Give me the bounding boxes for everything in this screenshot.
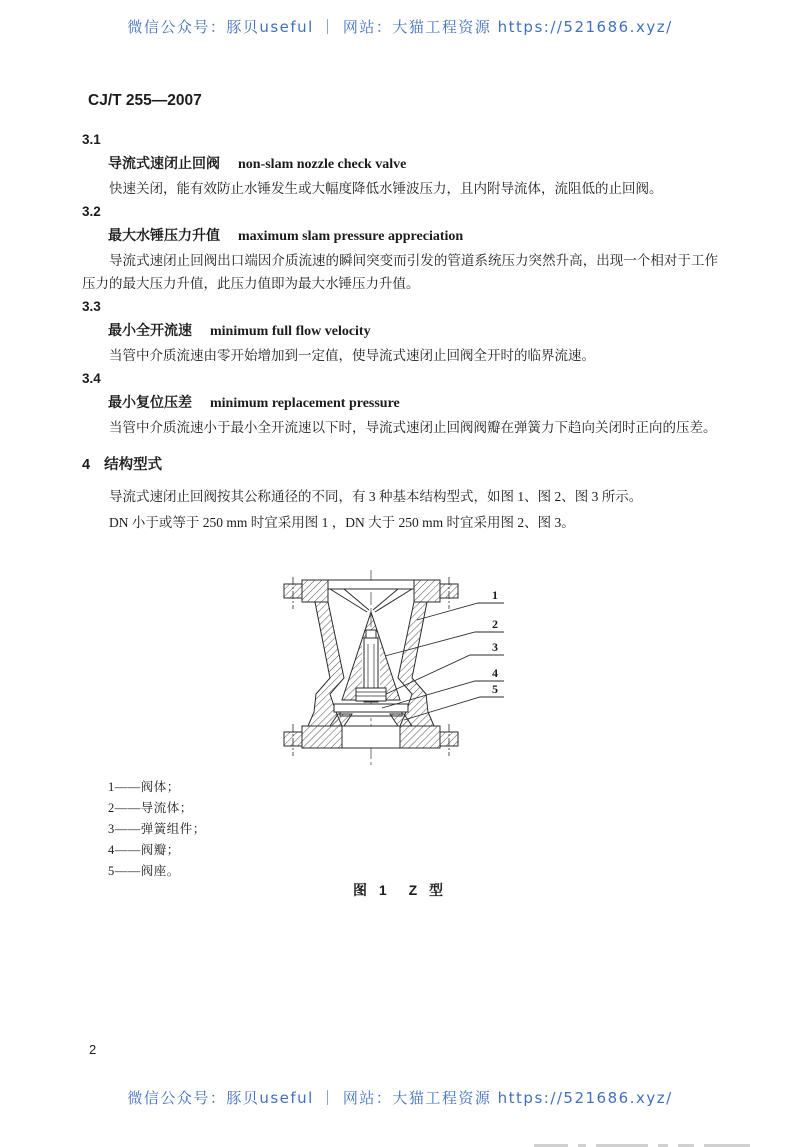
term-en: maximum slam pressure appreciation [238, 229, 464, 244]
clause-4-heading [82, 453, 718, 477]
legend-item-4: 4——阀瓣； [108, 843, 180, 857]
definition-3-4: 当管中介质流速小于最小全开流速以下时，导流式速闭止回阀阀瓣在弹簧力下趋向关闭时正向的压差。 [109, 420, 717, 435]
callout-5: 5 [492, 682, 498, 696]
footer-watermark: 微信公众号：豚贝useful ｜ 网站：大猫工程资源 https://521686.xyz/ [127, 1089, 673, 1107]
page-number: 2 [89, 1042, 97, 1057]
valve-disc [334, 704, 408, 712]
callout-3: 3 [492, 640, 498, 654]
standard-code: CJ/T 255—2007 [88, 92, 202, 109]
top-cover [328, 580, 414, 589]
term-en: minimum full flow velocity [210, 324, 371, 339]
figure-1-valve-drawing [270, 568, 510, 768]
clause-number-3-4: 3.4 [82, 371, 101, 386]
callout-2: 2 [492, 617, 498, 631]
clause-number-3-1: 3.1 [82, 132, 101, 147]
term-3-2 [82, 223, 718, 249]
term-zh: 最大水锤压力升值 [108, 227, 220, 243]
term-en: minimum replacement pressure [210, 396, 400, 411]
terms-section [82, 128, 718, 536]
callout-4: 4 [492, 666, 498, 680]
term-3-4 [82, 390, 718, 416]
term-3-3 [82, 318, 718, 344]
clause-number-3-2: 3.2 [82, 204, 101, 219]
figure-caption: 图 1 Z 型 [352, 882, 448, 898]
valve-body-flange-bottom-left [302, 726, 342, 748]
callout-1: 1 [492, 588, 498, 602]
definition-3-1: 快速关闭，能有效防止水锤发生或大幅度降低水锤波压力，且内附导流体，流阻低的止回阀。 [109, 181, 663, 196]
legend-item-1: 1——阀体； [108, 780, 180, 794]
term-zh: 最小全开流速 [108, 322, 192, 338]
legend-item-3: 3——弹簧组件； [108, 822, 206, 836]
valve-cross-section-svg [270, 568, 510, 768]
page-edge-artifact [524, 1129, 794, 1135]
clause-4-number: 4 [82, 457, 91, 473]
clause-4-paragraph-1: 导流式速闭止回阀按其公称通径的不同，有 3 种基本结构型式，如图 1、图 2、图 3 所示。 [109, 489, 643, 504]
valve-body-flange-top-left [302, 580, 328, 602]
term-zh: 导流式速闭止回阀 [108, 155, 220, 171]
clause-4-title: 结构型式 [104, 457, 163, 473]
clause-4-paragraph-2: DN 小于或等于 250 mm 时宜采用图 1 ，DN 大于 250 mm 时宜采用图 2、图 3。 [109, 515, 575, 530]
legend-item-2: 2——导流体； [108, 801, 193, 815]
header-watermark: 微信公众号：豚贝useful ｜ 网站：大猫工程资源 https://521686.xyz/ [127, 18, 673, 36]
term-zh: 最小复位压差 [108, 394, 192, 410]
valve-body-flange-bottom-right [400, 726, 440, 748]
outlet-bore [342, 726, 400, 748]
legend-item-5: 5——阀座。 [108, 864, 180, 878]
definition-3-3: 当管中介质流速由零开始增加到一定值，使导流式速闭止回阀全开时的临界流速。 [109, 348, 595, 363]
definition-3-2: 导流式速闭止回阀出口端因介质流速的瞬间突变而引发的管道系统压力突然升高，出现一个相对于工作压力的最大压力升值，此压力值即为最大水锤压力升值。 [82, 253, 718, 291]
figure-legend [108, 777, 206, 882]
clause-number-3-3: 3.3 [82, 299, 101, 314]
stem-cap [366, 630, 376, 638]
term-3-1 [82, 151, 718, 177]
valve-body-flange-top-right [414, 580, 440, 602]
spring-housing [356, 688, 386, 701]
term-en: non-slam nozzle check valve [238, 157, 407, 172]
